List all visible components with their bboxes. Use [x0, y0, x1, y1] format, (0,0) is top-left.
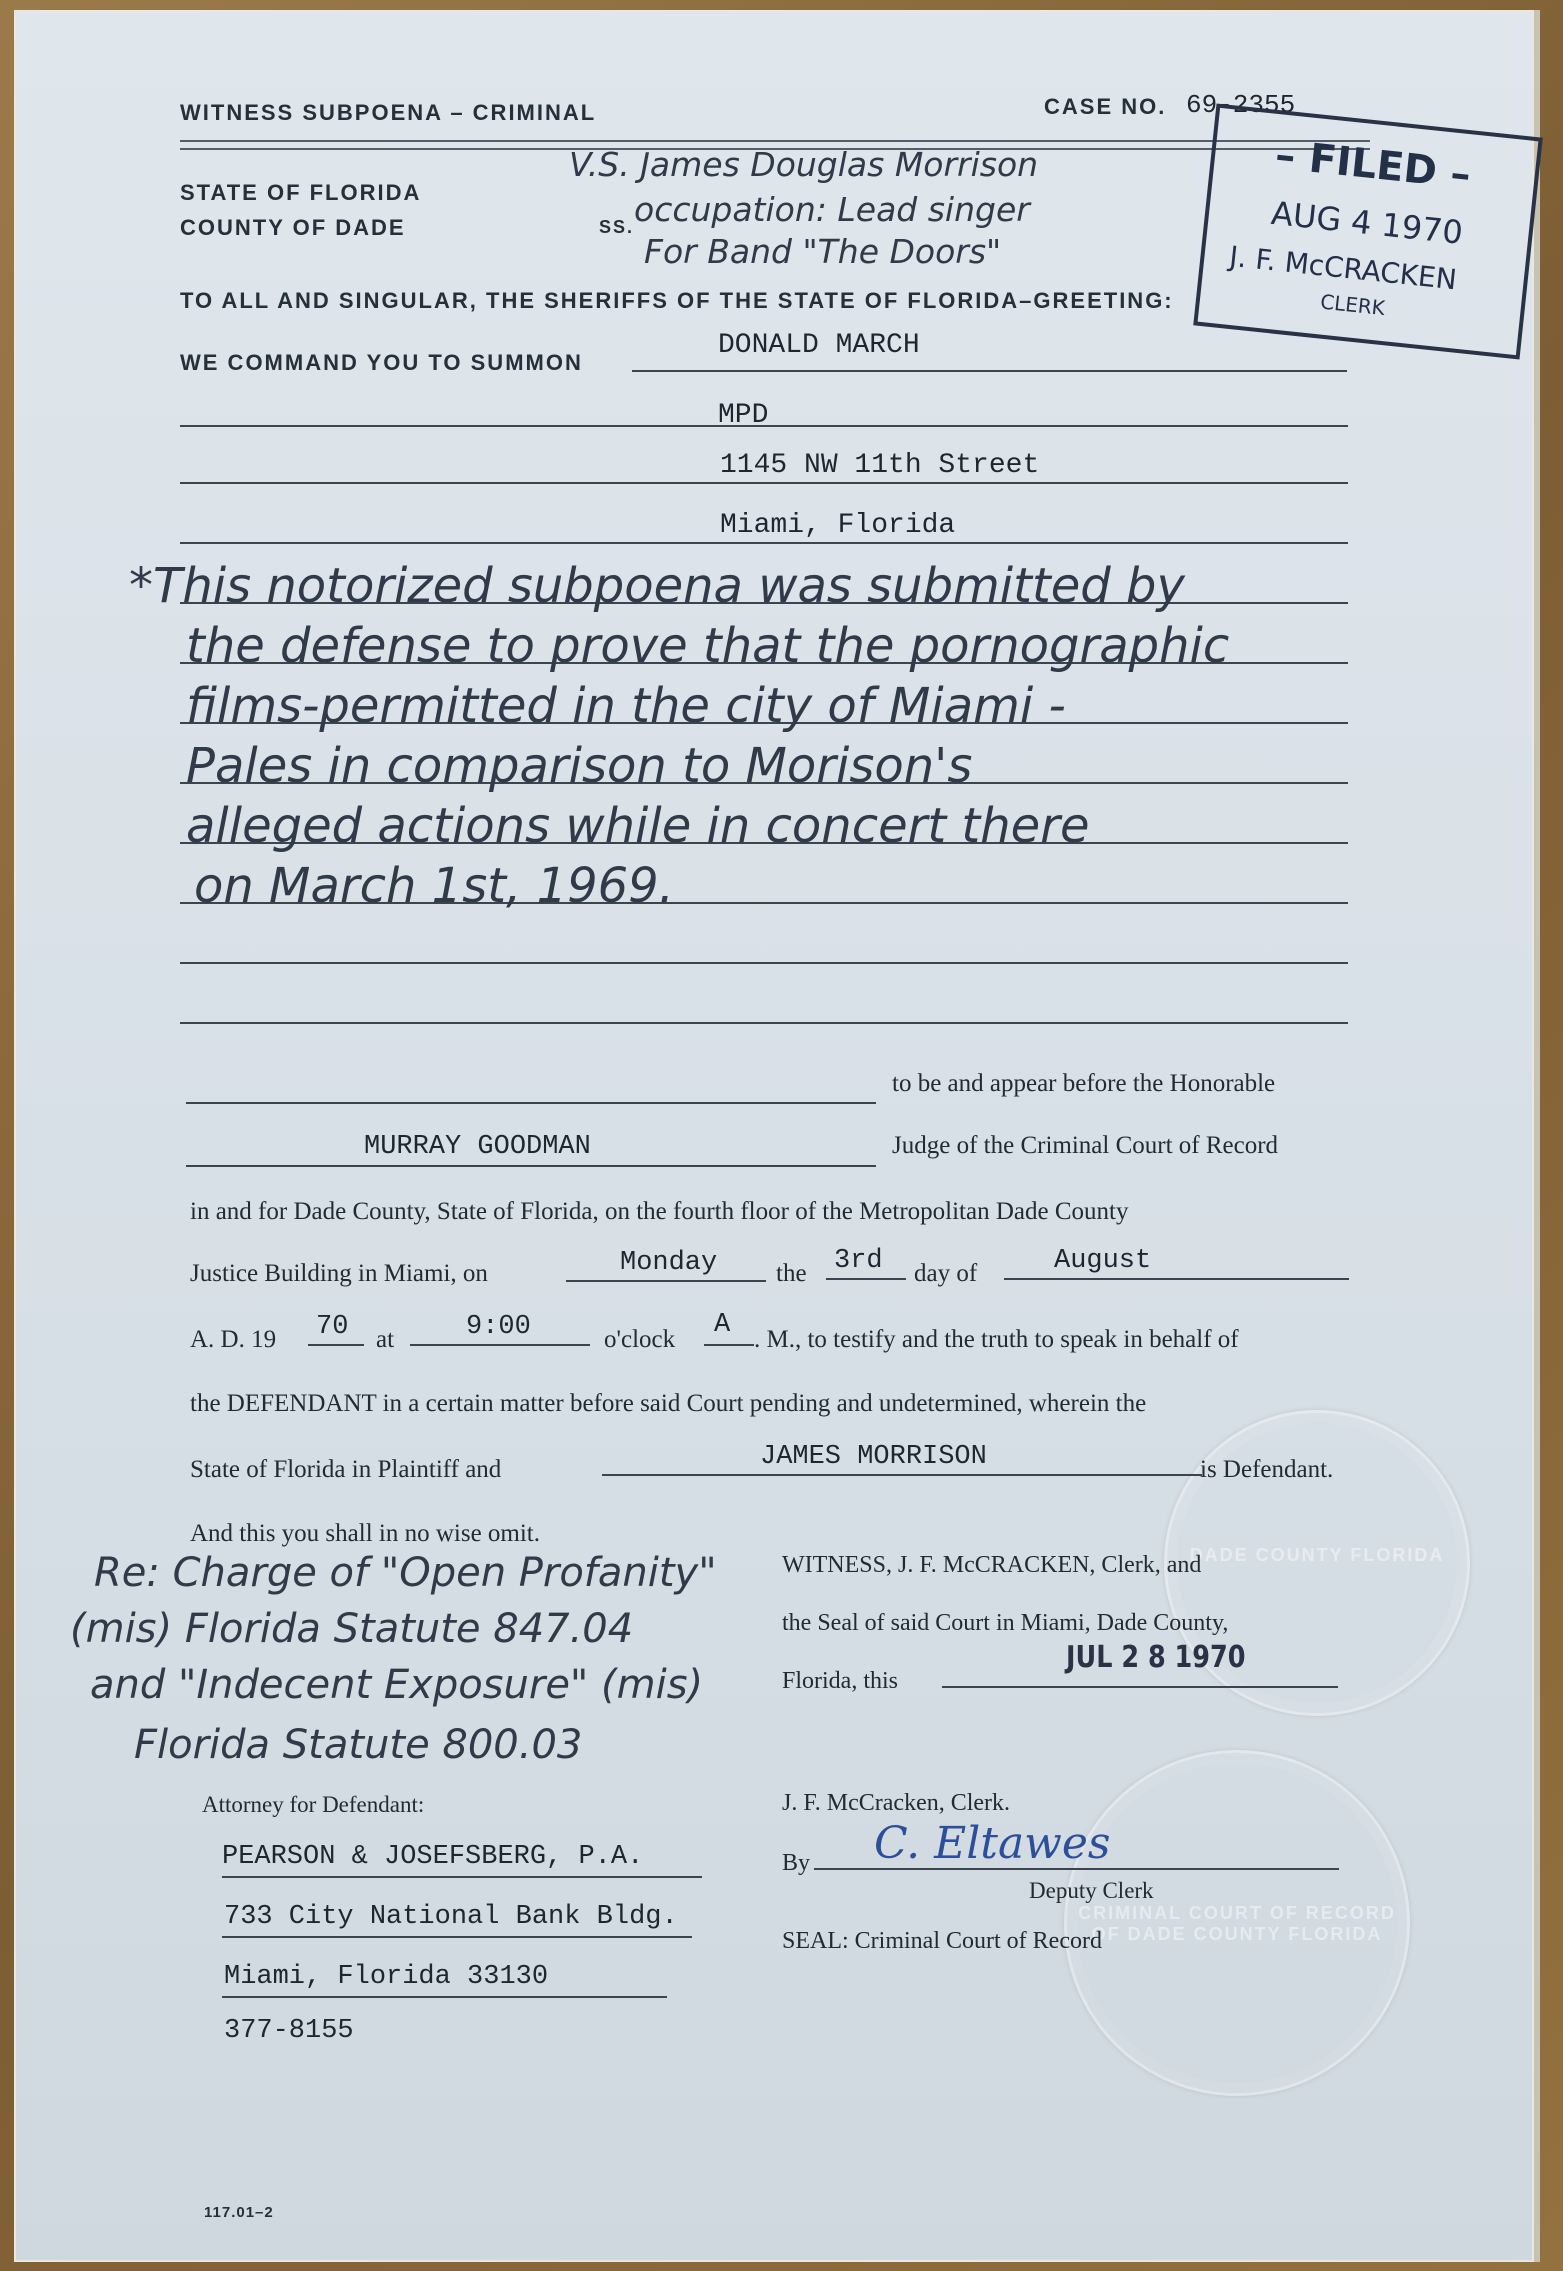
note-line-2: the defense to prove that the pornographic — [186, 618, 1230, 674]
seal-upper-text: DADE COUNTY FLORIDA — [1189, 1545, 1445, 1565]
document-title: WITNESS SUBPOENA – CRIMINAL — [180, 100, 597, 125]
defendant-name: JAMES MORRISON — [760, 1442, 987, 1472]
witness-line-1: WITNESS, J. F. McCRACKEN, Clerk, and — [782, 1552, 1202, 1578]
time: 9:00 — [466, 1312, 531, 1342]
appear-blank — [186, 1102, 876, 1104]
attorney-label: Attorney for Defendant: — [202, 1792, 425, 1817]
handwritten-case-line-3: For Band "The Doors" — [644, 232, 1002, 271]
justice-building-text: Justice Building in Miami, on — [190, 1260, 488, 1287]
attorney-firm: PEARSON & JOSEFSBERG, P.A. — [222, 1842, 644, 1872]
judge-blank — [186, 1165, 876, 1167]
day-number: 3rd — [834, 1246, 883, 1276]
filed-stamp-label: – FILED – — [1273, 132, 1473, 199]
clerk-name: J. F. McCracken, Clerk. — [782, 1790, 1011, 1816]
summons-line-4-text: Miami, Florida — [720, 510, 956, 541]
attorney-firm-line — [222, 1876, 702, 1878]
ampm: A — [714, 1310, 731, 1340]
charges-note-line-3: and "Indecent Exposure" (mis) — [90, 1662, 704, 1708]
year: 70 — [316, 1312, 349, 1342]
seal-lower-text: CRIMINAL COURT OF RECORD OF DADE COUNTY FLORIDA — [1078, 1902, 1396, 1944]
attorney-address-line — [222, 1936, 692, 1938]
filed-stamp-clerk-name: J. F. McCRACKEN — [1227, 239, 1459, 297]
attorney-city: Miami, Florida 33130 — [224, 1962, 549, 1992]
day-of-text: day of — [914, 1260, 978, 1287]
oclock-text: o'clock — [604, 1326, 676, 1353]
by-label: By — [782, 1850, 811, 1876]
witness-date-blank — [942, 1686, 1338, 1688]
ad-text: A. D. 19 — [190, 1326, 277, 1353]
note-line-3: films-permitted in the city of Miami - — [186, 678, 1066, 734]
month: August — [1054, 1246, 1152, 1276]
note-rule-7 — [180, 962, 1348, 964]
month-blank — [1004, 1278, 1349, 1280]
the-text: the — [776, 1260, 807, 1287]
deputy-clerk-label: Deputy Clerk — [1029, 1878, 1154, 1903]
judge-of-text: Judge of the Criminal Court of Record — [892, 1132, 1279, 1159]
state-label: STATE OF FLORIDA — [180, 180, 422, 205]
handwritten-case-line-1: V.S. James Douglas Morrison — [569, 145, 1039, 184]
attorney-phone: 377-8155 — [224, 2016, 354, 2046]
filed-stamp-clerk-title: CLERK — [1319, 289, 1387, 321]
note-line-1: *This notorized subpoena was submitted by — [129, 558, 1185, 614]
note-line-4: Pales in comparison to Morison's — [186, 738, 973, 794]
command-label: WE COMMAND YOU TO SUMMON — [180, 350, 583, 375]
ampm-blank — [704, 1344, 754, 1346]
testify-text: . M., to testify and the truth to speak in behalf of — [754, 1326, 1239, 1353]
note-rule-8 — [180, 1022, 1348, 1024]
judge-name: MURRAY GOODMAN — [364, 1132, 591, 1162]
summons-line-2-text: MPD — [718, 400, 769, 431]
handwritten-case-line-2: occupation: Lead singer — [634, 190, 1030, 229]
embossed-seal-lower — [1064, 1750, 1410, 2096]
charges-note-line-1: Re: Charge of "Open Profanity" — [94, 1550, 717, 1596]
filed-stamp — [1193, 103, 1543, 359]
defendant-name-blank — [602, 1474, 1202, 1476]
charges-note-line-4: Florida Statute 800.03 — [134, 1722, 583, 1768]
year-blank — [308, 1344, 364, 1346]
summons-line-3-text: 1145 NW 11th Street — [720, 450, 1040, 481]
case-number-label: CASE NO. — [1044, 94, 1167, 119]
time-blank — [410, 1344, 590, 1346]
attorney-city-line — [222, 1996, 667, 1998]
summons-name: DONALD MARCH — [718, 330, 920, 361]
summons-line-3 — [180, 482, 1348, 484]
greeting-line: TO ALL AND SINGULAR, THE SHERIFFS OF THE STATE OF FLORIDA–GREETING: — [180, 288, 1174, 313]
day-name-blank — [566, 1280, 766, 1282]
note-line-5: alleged actions while in concert there — [186, 798, 1090, 854]
plaintiff-line-text: State of Florida in Plaintiff and — [190, 1456, 502, 1483]
clerk-signature: C. Eltawes — [874, 1818, 1111, 1869]
in-and-for-text: in and for Dade County, State of Florida, on the fourth floor of the Metropolitan Dade County — [190, 1198, 1129, 1225]
summons-line-4 — [180, 542, 1348, 544]
subpoena-document — [14, 10, 1540, 2262]
seal-label: SEAL: Criminal Court of Record — [782, 1928, 1102, 1954]
omit-text: And this you shall in no wise omit. — [190, 1520, 540, 1547]
county-label: COUNTY OF DADE — [180, 215, 406, 240]
at-text: at — [376, 1326, 395, 1353]
witness-line-3: Florida, this — [782, 1668, 899, 1694]
witness-line-2: the Seal of said Court in Miami, Dade County, — [782, 1610, 1229, 1636]
case-number: 69-2355 — [1186, 90, 1296, 120]
filed-stamp-date: AUG 4 1970 — [1269, 193, 1465, 252]
appear-text: to be and appear before the Honorable — [892, 1070, 1276, 1097]
witness-date-stamp: JUL 2 8 1970 — [1066, 1640, 1246, 1675]
summons-line-1 — [632, 370, 1347, 372]
defendant-line-text: the DEFENDANT in a certain matter before said Court pending and undetermined, wherein the — [190, 1390, 1147, 1417]
attorney-address: 733 City National Bank Bldg. — [224, 1902, 678, 1932]
note-line-6: on March 1st, 1969. — [194, 858, 674, 914]
ss-label: SS. — [599, 217, 635, 237]
day-name: Monday — [620, 1248, 718, 1278]
form-number: 117.01–2 — [204, 2204, 274, 2221]
is-defendant-text: is Defendant. — [1200, 1456, 1334, 1483]
charges-note-line-2: (mis) Florida Statute 847.04 — [70, 1606, 634, 1652]
header-rule — [180, 140, 1370, 142]
day-num-blank — [826, 1278, 906, 1280]
